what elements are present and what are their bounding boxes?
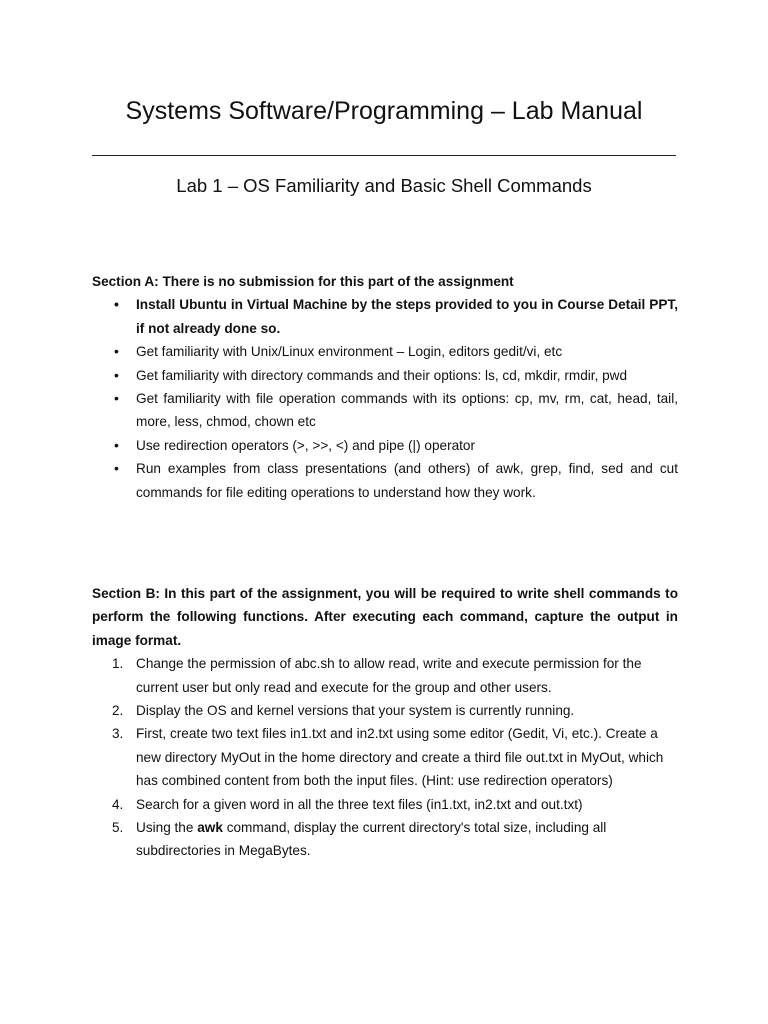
section-a-item: • Use redirection operators (>, >>, <) and pipe (|) operator (92, 434, 678, 457)
section-a-item: • Install Ubuntu in Virtual Machine by the steps provided to you in Course Detail PPT, if not already done so. (92, 293, 678, 340)
task-item (92, 699, 678, 722)
task-number: 1. (112, 656, 124, 672)
task-text: First, create two text files in1.txt and in2.txt using some editor (Gedit, Vi, etc.). Create a new directory MyOut in the home directory and create a third file out.txt in MyOut, which has combined content from both the input files. (Hint: use redirection operators) (136, 726, 664, 789)
title-divider (92, 155, 676, 156)
section-b (92, 582, 678, 863)
section-a-item: • Get familiarity with Unix/Linux environment – Login, editors gedit/vi, etc (92, 340, 678, 363)
awk-keyword: awk (197, 820, 223, 836)
task-text: Display the OS and kernel versions that your system is currently running. (136, 703, 575, 719)
task-number: 4. (112, 796, 124, 812)
task-number: 2. (112, 703, 124, 719)
document-title: Systems Software/Programming – Lab Manual (125, 97, 643, 125)
task-text-before: Using the (136, 820, 198, 836)
task-item (92, 793, 678, 816)
task-number: 3. (112, 726, 124, 742)
task-text-after: command, display the current directory's total size, including all subdirectories in MegaBytes. (136, 820, 607, 859)
task-item (92, 816, 678, 863)
section-a-list (92, 293, 678, 504)
section-b-heading: Section B: In this part of the assignment, you will be required to write shell commands to perform the following functions. After executing each command, capture the output in image format. (92, 586, 678, 648)
section-a-item: • Get familiarity with file operation commands with its options: cp, mv, rm, cat, head, tail, more, less, chmod, chown etc (92, 387, 678, 434)
task-text: Change the permission of abc.sh to allow read, write and execute permission for the current user but only read and execute for the group and other users. (136, 656, 642, 695)
section-b-list (92, 652, 678, 863)
lab-title: Lab 1 – OS Familiarity and Basic Shell Commands (176, 175, 592, 196)
task-item (92, 722, 678, 792)
section-a-heading: Section A: There is no submission for this part of the assignment (92, 274, 514, 289)
task-item (92, 652, 678, 699)
section-a (92, 270, 678, 504)
section-a-item: • Run examples from class presentations (and others) of awk, grep, find, sed and cut commands for file editing operations to understand how they work. (92, 457, 678, 504)
task-text: Search for a given word in all the three text files (in1.txt, in2.txt and out.txt) (136, 796, 583, 812)
section-a-item: • Get familiarity with directory commands and their options: ls, cd, mkdir, rmdir, pwd (92, 364, 678, 387)
task-number: 5. (112, 820, 124, 836)
